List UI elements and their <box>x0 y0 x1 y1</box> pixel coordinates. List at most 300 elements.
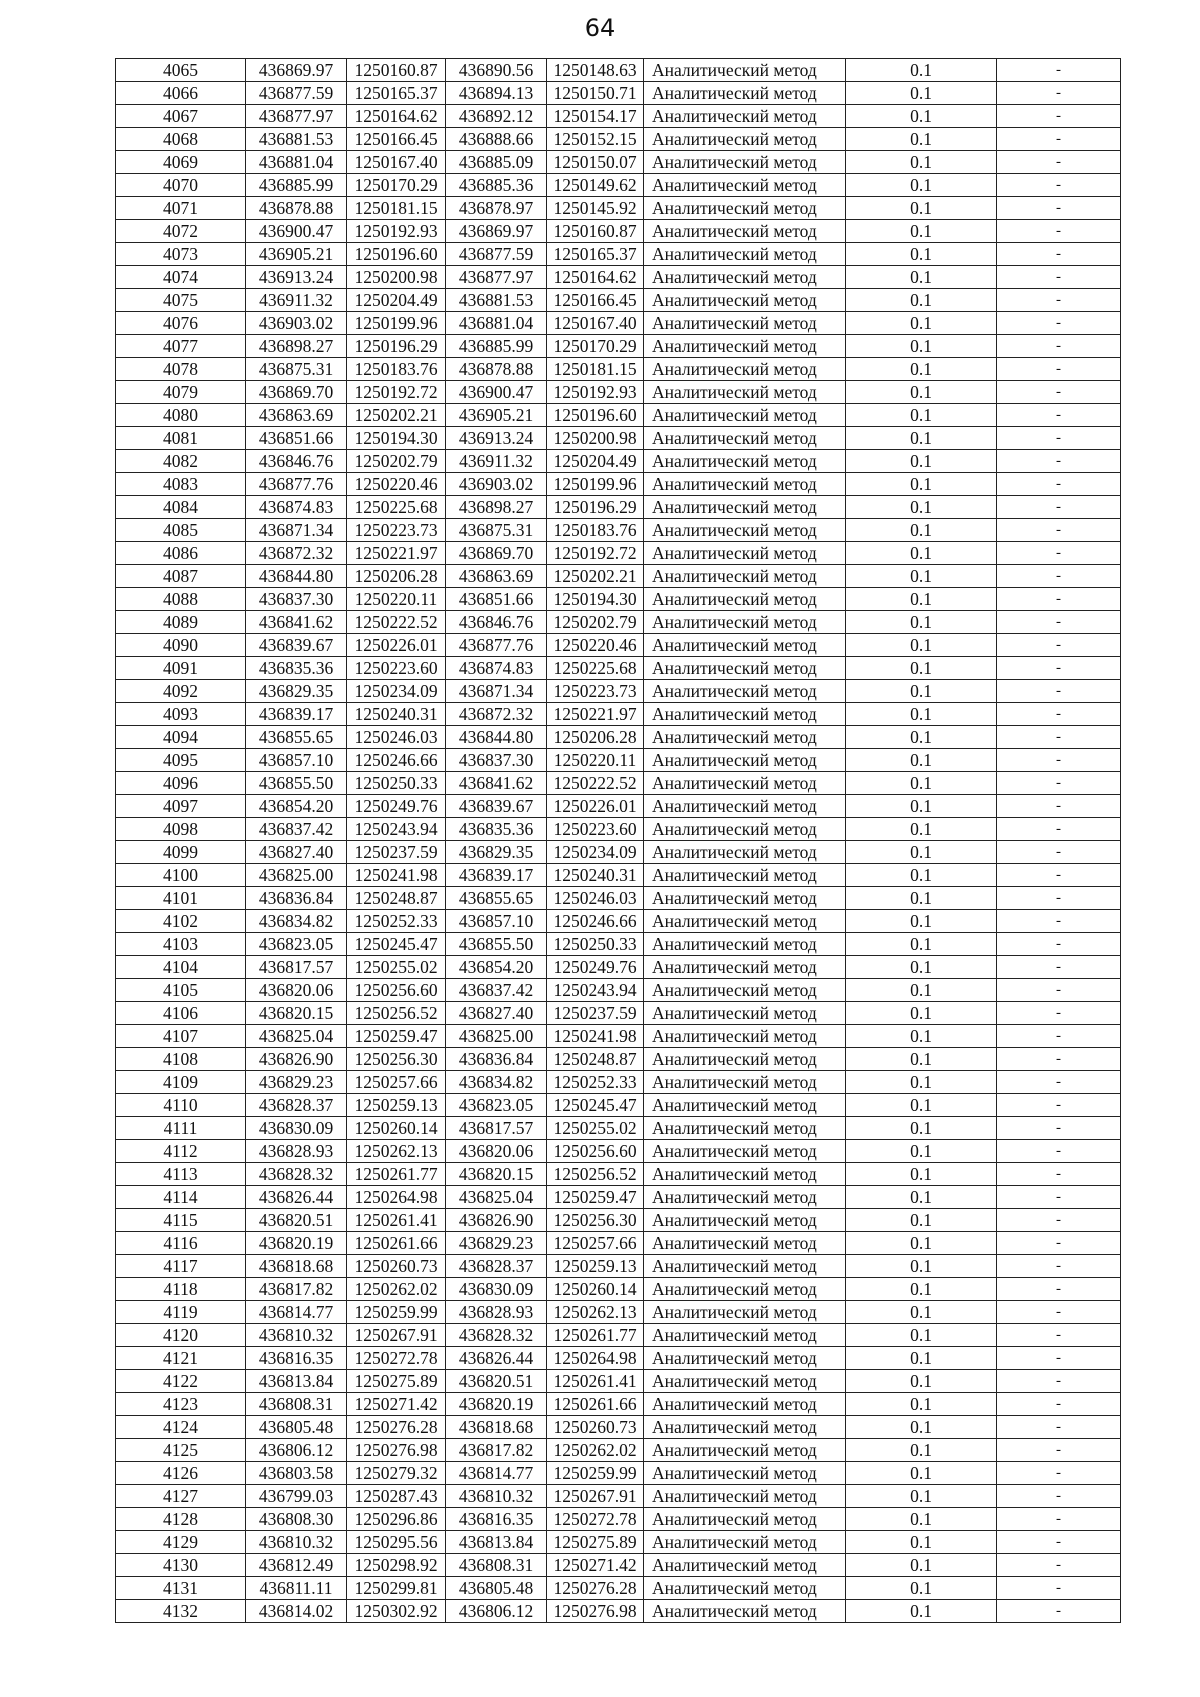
cell-x-new: 436878.88 <box>446 358 547 381</box>
cell-x-old: 436826.44 <box>246 1186 347 1209</box>
cell-y-new: 1250234.09 <box>547 841 644 864</box>
cell-x-new: 436837.30 <box>446 749 547 772</box>
cell-method: Аналитический метод <box>644 680 846 703</box>
cell-y-old: 1250264.98 <box>347 1186 446 1209</box>
cell-accuracy: 0.1 <box>846 1554 997 1577</box>
table-row <box>116 289 1121 312</box>
cell-note: - <box>997 220 1121 243</box>
cell-x-old: 436820.19 <box>246 1232 347 1255</box>
cell-x-old: 436828.93 <box>246 1140 347 1163</box>
cell-x-old: 436817.82 <box>246 1278 347 1301</box>
cell-accuracy: 0.1 <box>846 1209 997 1232</box>
cell-y-new: 1250246.03 <box>547 887 644 910</box>
table-row <box>116 519 1121 542</box>
table-row <box>116 956 1121 979</box>
cell-note: - <box>997 1347 1121 1370</box>
cell-accuracy: 0.1 <box>846 473 997 496</box>
cell-accuracy: 0.1 <box>846 1002 997 1025</box>
cell-note: - <box>997 473 1121 496</box>
cell-accuracy: 0.1 <box>846 220 997 243</box>
cell-y-old: 1250234.09 <box>347 680 446 703</box>
cell-point-number: 4085 <box>116 519 246 542</box>
cell-y-new: 1250246.66 <box>547 910 644 933</box>
cell-point-number: 4111 <box>116 1117 246 1140</box>
cell-x-old: 436806.12 <box>246 1439 347 1462</box>
cell-method: Аналитический метод <box>644 910 846 933</box>
cell-y-new: 1250241.98 <box>547 1025 644 1048</box>
cell-point-number: 4077 <box>116 335 246 358</box>
cell-note: - <box>997 427 1121 450</box>
cell-point-number: 4098 <box>116 818 246 841</box>
cell-note: - <box>997 611 1121 634</box>
table-row <box>116 772 1121 795</box>
cell-x-new: 436827.40 <box>446 1002 547 1025</box>
cell-point-number: 4132 <box>116 1600 246 1623</box>
cell-point-number: 4097 <box>116 795 246 818</box>
cell-x-old: 436812.49 <box>246 1554 347 1577</box>
cell-x-old: 436855.50 <box>246 772 347 795</box>
cell-accuracy: 0.1 <box>846 657 997 680</box>
cell-method: Аналитический метод <box>644 427 846 450</box>
cell-note: - <box>997 174 1121 197</box>
cell-accuracy: 0.1 <box>846 1071 997 1094</box>
cell-x-old: 436851.66 <box>246 427 347 450</box>
table-row <box>116 1600 1121 1623</box>
cell-y-new: 1250192.72 <box>547 542 644 565</box>
cell-note: - <box>997 1002 1121 1025</box>
cell-accuracy: 0.1 <box>846 726 997 749</box>
cell-x-old: 436874.83 <box>246 496 347 519</box>
cell-y-old: 1250202.79 <box>347 450 446 473</box>
cell-y-new: 1250165.37 <box>547 243 644 266</box>
cell-y-new: 1250220.11 <box>547 749 644 772</box>
cell-x-old: 436814.02 <box>246 1600 347 1623</box>
cell-note: - <box>997 1531 1121 1554</box>
cell-accuracy: 0.1 <box>846 1416 997 1439</box>
cell-point-number: 4065 <box>116 59 246 82</box>
cell-method: Аналитический метод <box>644 956 846 979</box>
cell-y-old: 1250262.13 <box>347 1140 446 1163</box>
cell-accuracy: 0.1 <box>846 1439 997 1462</box>
cell-accuracy: 0.1 <box>846 496 997 519</box>
table-row <box>116 197 1121 220</box>
cell-accuracy: 0.1 <box>846 243 997 266</box>
cell-note: - <box>997 956 1121 979</box>
cell-point-number: 4090 <box>116 634 246 657</box>
cell-accuracy: 0.1 <box>846 887 997 910</box>
cell-y-old: 1250298.92 <box>347 1554 446 1577</box>
cell-y-old: 1250260.73 <box>347 1255 446 1278</box>
cell-x-old: 436830.09 <box>246 1117 347 1140</box>
cell-y-new: 1250264.98 <box>547 1347 644 1370</box>
cell-note: - <box>997 1255 1121 1278</box>
cell-point-number: 4068 <box>116 128 246 151</box>
cell-x-new: 436829.23 <box>446 1232 547 1255</box>
cell-method: Аналитический метод <box>644 726 846 749</box>
cell-x-new: 436898.27 <box>446 496 547 519</box>
cell-y-old: 1250237.59 <box>347 841 446 864</box>
cell-point-number: 4076 <box>116 312 246 335</box>
cell-y-new: 1250276.28 <box>547 1577 644 1600</box>
cell-y-old: 1250276.28 <box>347 1416 446 1439</box>
cell-x-old: 436878.88 <box>246 197 347 220</box>
cell-y-old: 1250261.77 <box>347 1163 446 1186</box>
cell-y-old: 1250226.01 <box>347 634 446 657</box>
cell-method: Аналитический метод <box>644 1002 846 1025</box>
cell-y-new: 1250252.33 <box>547 1071 644 1094</box>
cell-note: - <box>997 1117 1121 1140</box>
cell-y-new: 1250148.63 <box>547 59 644 82</box>
cell-accuracy: 0.1 <box>846 151 997 174</box>
cell-accuracy: 0.1 <box>846 519 997 542</box>
table-row <box>116 1002 1121 1025</box>
cell-y-old: 1250256.60 <box>347 979 446 1002</box>
cell-method: Аналитический метод <box>644 289 846 312</box>
cell-x-new: 436820.19 <box>446 1393 547 1416</box>
table-row <box>116 1117 1121 1140</box>
cell-note: - <box>997 243 1121 266</box>
cell-point-number: 4121 <box>116 1347 246 1370</box>
cell-x-new: 436814.77 <box>446 1462 547 1485</box>
cell-y-new: 1250262.02 <box>547 1439 644 1462</box>
cell-y-new: 1250222.52 <box>547 772 644 795</box>
cell-x-new: 436813.84 <box>446 1531 547 1554</box>
cell-note: - <box>997 749 1121 772</box>
cell-x-old: 436820.51 <box>246 1209 347 1232</box>
cell-method: Аналитический метод <box>644 657 846 680</box>
cell-y-new: 1250192.93 <box>547 381 644 404</box>
cell-note: - <box>997 1416 1121 1439</box>
cell-accuracy: 0.1 <box>846 1370 997 1393</box>
table-row <box>116 220 1121 243</box>
cell-note: - <box>997 381 1121 404</box>
cell-note: - <box>997 864 1121 887</box>
cell-x-new: 436911.32 <box>446 450 547 473</box>
cell-point-number: 4110 <box>116 1094 246 1117</box>
cell-y-new: 1250149.62 <box>547 174 644 197</box>
table-row <box>116 1416 1121 1439</box>
cell-method: Аналитический метод <box>644 358 846 381</box>
cell-y-new: 1250221.97 <box>547 703 644 726</box>
cell-point-number: 4078 <box>116 358 246 381</box>
cell-accuracy: 0.1 <box>846 404 997 427</box>
cell-x-new: 436828.32 <box>446 1324 547 1347</box>
cell-x-new: 436834.82 <box>446 1071 547 1094</box>
cell-y-old: 1250164.62 <box>347 105 446 128</box>
cell-point-number: 4070 <box>116 174 246 197</box>
cell-x-new: 436839.17 <box>446 864 547 887</box>
cell-y-old: 1250272.78 <box>347 1347 446 1370</box>
cell-x-new: 436826.44 <box>446 1347 547 1370</box>
cell-x-old: 436817.57 <box>246 956 347 979</box>
cell-accuracy: 0.1 <box>846 266 997 289</box>
cell-point-number: 4106 <box>116 1002 246 1025</box>
cell-x-old: 436885.99 <box>246 174 347 197</box>
cell-note: - <box>997 588 1121 611</box>
cell-y-old: 1250256.30 <box>347 1048 446 1071</box>
cell-method: Аналитический метод <box>644 1416 846 1439</box>
cell-x-new: 436825.04 <box>446 1186 547 1209</box>
cell-y-new: 1250181.15 <box>547 358 644 381</box>
cell-method: Аналитический метод <box>644 473 846 496</box>
cell-x-new: 436846.76 <box>446 611 547 634</box>
cell-accuracy: 0.1 <box>846 1577 997 1600</box>
cell-x-old: 436844.80 <box>246 565 347 588</box>
cell-x-new: 436877.59 <box>446 243 547 266</box>
cell-y-new: 1250237.59 <box>547 1002 644 1025</box>
cell-point-number: 4112 <box>116 1140 246 1163</box>
cell-x-old: 436836.84 <box>246 887 347 910</box>
cell-note: - <box>997 1462 1121 1485</box>
cell-y-old: 1250160.87 <box>347 59 446 82</box>
cell-x-old: 436808.31 <box>246 1393 347 1416</box>
cell-method: Аналитический метод <box>644 1186 846 1209</box>
cell-x-new: 436913.24 <box>446 427 547 450</box>
cell-note: - <box>997 979 1121 1002</box>
table-row <box>116 841 1121 864</box>
cell-y-old: 1250296.86 <box>347 1508 446 1531</box>
cell-y-old: 1250220.11 <box>347 588 446 611</box>
cell-x-new: 436892.12 <box>446 105 547 128</box>
cell-method: Аналитический метод <box>644 1071 846 1094</box>
cell-x-old: 436872.32 <box>246 542 347 565</box>
cell-accuracy: 0.1 <box>846 841 997 864</box>
cell-point-number: 4125 <box>116 1439 246 1462</box>
cell-x-new: 436841.62 <box>446 772 547 795</box>
cell-x-old: 436810.32 <box>246 1531 347 1554</box>
cell-note: - <box>997 1163 1121 1186</box>
cell-x-old: 436803.58 <box>246 1462 347 1485</box>
cell-point-number: 4128 <box>116 1508 246 1531</box>
cell-method: Аналитический метод <box>644 243 846 266</box>
cell-method: Аналитический метод <box>644 565 846 588</box>
cell-note: - <box>997 887 1121 910</box>
cell-y-new: 1250245.47 <box>547 1094 644 1117</box>
cell-y-new: 1250261.41 <box>547 1370 644 1393</box>
cell-y-old: 1250240.31 <box>347 703 446 726</box>
cell-y-new: 1250256.30 <box>547 1209 644 1232</box>
cell-y-new: 1250204.49 <box>547 450 644 473</box>
cell-accuracy: 0.1 <box>846 1531 997 1554</box>
cell-method: Аналитический метод <box>644 105 846 128</box>
cell-x-old: 436846.76 <box>246 450 347 473</box>
cell-y-new: 1250200.98 <box>547 427 644 450</box>
cell-method: Аналитический метод <box>644 1232 846 1255</box>
cell-method: Аналитический метод <box>644 634 846 657</box>
table-row <box>116 358 1121 381</box>
cell-accuracy: 0.1 <box>846 588 997 611</box>
table-row <box>116 335 1121 358</box>
cell-y-new: 1250194.30 <box>547 588 644 611</box>
cell-method: Аналитический метод <box>644 818 846 841</box>
cell-note: - <box>997 289 1121 312</box>
cell-method: Аналитический метод <box>644 1393 846 1416</box>
cell-x-old: 436799.03 <box>246 1485 347 1508</box>
cell-y-old: 1250196.60 <box>347 243 446 266</box>
table-row <box>116 496 1121 519</box>
cell-note: - <box>997 1554 1121 1577</box>
cell-note: - <box>997 1370 1121 1393</box>
cell-accuracy: 0.1 <box>846 335 997 358</box>
table-row <box>116 312 1121 335</box>
cell-method: Аналитический метод <box>644 1140 846 1163</box>
cell-note: - <box>997 1209 1121 1232</box>
cell-point-number: 4066 <box>116 82 246 105</box>
table-row <box>116 864 1121 887</box>
table-row <box>116 105 1121 128</box>
cell-y-new: 1250202.21 <box>547 565 644 588</box>
cell-accuracy: 0.1 <box>846 611 997 634</box>
cell-accuracy: 0.1 <box>846 772 997 795</box>
table-row <box>116 1025 1121 1048</box>
cell-y-new: 1250223.60 <box>547 818 644 841</box>
cell-method: Аналитический метод <box>644 1324 846 1347</box>
cell-point-number: 4113 <box>116 1163 246 1186</box>
cell-y-old: 1250267.91 <box>347 1324 446 1347</box>
cell-note: - <box>997 680 1121 703</box>
cell-y-old: 1250170.29 <box>347 174 446 197</box>
table-row <box>116 243 1121 266</box>
cell-point-number: 4073 <box>116 243 246 266</box>
table-row <box>116 1255 1121 1278</box>
cell-y-new: 1250160.87 <box>547 220 644 243</box>
cell-note: - <box>997 1577 1121 1600</box>
cell-accuracy: 0.1 <box>846 105 997 128</box>
cell-x-new: 436830.09 <box>446 1278 547 1301</box>
cell-point-number: 4116 <box>116 1232 246 1255</box>
cell-x-old: 436816.35 <box>246 1347 347 1370</box>
table-row <box>116 680 1121 703</box>
cell-point-number: 4102 <box>116 910 246 933</box>
cell-x-old: 436905.21 <box>246 243 347 266</box>
table-row <box>116 749 1121 772</box>
table-row <box>116 542 1121 565</box>
table-row <box>116 565 1121 588</box>
cell-y-old: 1250302.92 <box>347 1600 446 1623</box>
cell-x-old: 436814.77 <box>246 1301 347 1324</box>
cell-note: - <box>997 703 1121 726</box>
table-row <box>116 59 1121 82</box>
cell-x-old: 436863.69 <box>246 404 347 427</box>
cell-x-new: 436805.48 <box>446 1577 547 1600</box>
cell-point-number: 4075 <box>116 289 246 312</box>
cell-x-new: 436894.13 <box>446 82 547 105</box>
cell-x-new: 436878.97 <box>446 197 547 220</box>
cell-note: - <box>997 266 1121 289</box>
cell-y-old: 1250276.98 <box>347 1439 446 1462</box>
cell-accuracy: 0.1 <box>846 680 997 703</box>
cell-x-new: 436817.82 <box>446 1439 547 1462</box>
cell-x-new: 436844.80 <box>446 726 547 749</box>
cell-accuracy: 0.1 <box>846 1301 997 1324</box>
cell-note: - <box>997 772 1121 795</box>
cell-method: Аналитический метод <box>644 1163 846 1186</box>
cell-method: Аналитический метод <box>644 1370 846 1393</box>
table-row <box>116 795 1121 818</box>
cell-note: - <box>997 1071 1121 1094</box>
cell-y-old: 1250248.87 <box>347 887 446 910</box>
cell-y-old: 1250223.60 <box>347 657 446 680</box>
cell-y-old: 1250255.02 <box>347 956 446 979</box>
cell-note: - <box>997 1508 1121 1531</box>
cell-x-new: 436903.02 <box>446 473 547 496</box>
cell-y-new: 1250240.31 <box>547 864 644 887</box>
cell-note: - <box>997 1393 1121 1416</box>
cell-point-number: 4074 <box>116 266 246 289</box>
cell-note: - <box>997 565 1121 588</box>
cell-accuracy: 0.1 <box>846 749 997 772</box>
cell-method: Аналитический метод <box>644 749 846 772</box>
cell-y-old: 1250223.73 <box>347 519 446 542</box>
cell-note: - <box>997 634 1121 657</box>
cell-point-number: 4117 <box>116 1255 246 1278</box>
cell-method: Аналитический метод <box>644 1508 846 1531</box>
table-row <box>116 1347 1121 1370</box>
table-row <box>116 887 1121 910</box>
table-row <box>116 1186 1121 1209</box>
cell-x-new: 436877.97 <box>446 266 547 289</box>
cell-y-new: 1250256.60 <box>547 1140 644 1163</box>
cell-y-old: 1250299.81 <box>347 1577 446 1600</box>
cell-method: Аналитический метод <box>644 404 846 427</box>
table-row <box>116 1324 1121 1347</box>
cell-method: Аналитический метод <box>644 1554 846 1577</box>
table-row <box>116 1094 1121 1117</box>
cell-point-number: 4096 <box>116 772 246 795</box>
cell-note: - <box>997 1301 1121 1324</box>
table-row <box>116 1048 1121 1071</box>
cell-x-old: 436900.47 <box>246 220 347 243</box>
cell-note: - <box>997 151 1121 174</box>
cell-point-number: 4071 <box>116 197 246 220</box>
cell-point-number: 4119 <box>116 1301 246 1324</box>
cell-x-new: 436825.00 <box>446 1025 547 1048</box>
cell-point-number: 4124 <box>116 1416 246 1439</box>
cell-x-new: 436837.42 <box>446 979 547 1002</box>
cell-x-new: 436900.47 <box>446 381 547 404</box>
cell-note: - <box>997 450 1121 473</box>
cell-point-number: 4092 <box>116 680 246 703</box>
cell-x-old: 436839.67 <box>246 634 347 657</box>
cell-accuracy: 0.1 <box>846 818 997 841</box>
table-row <box>116 82 1121 105</box>
cell-point-number: 4122 <box>116 1370 246 1393</box>
cell-accuracy: 0.1 <box>846 634 997 657</box>
cell-y-new: 1250250.33 <box>547 933 644 956</box>
cell-x-new: 436885.99 <box>446 335 547 358</box>
cell-accuracy: 0.1 <box>846 542 997 565</box>
cell-x-new: 436869.70 <box>446 542 547 565</box>
cell-y-old: 1250204.49 <box>347 289 446 312</box>
cell-y-old: 1250183.76 <box>347 358 446 381</box>
cell-y-new: 1250166.45 <box>547 289 644 312</box>
cell-accuracy: 0.1 <box>846 979 997 1002</box>
cell-x-old: 436810.32 <box>246 1324 347 1347</box>
cell-point-number: 4093 <box>116 703 246 726</box>
cell-x-old: 436869.70 <box>246 381 347 404</box>
cell-y-new: 1250206.28 <box>547 726 644 749</box>
cell-note: - <box>997 1094 1121 1117</box>
cell-y-new: 1250220.46 <box>547 634 644 657</box>
cell-point-number: 4084 <box>116 496 246 519</box>
cell-x-new: 436885.36 <box>446 174 547 197</box>
cell-method: Аналитический метод <box>644 1209 846 1232</box>
cell-y-old: 1250206.28 <box>347 565 446 588</box>
coordinates-table <box>115 58 1121 1623</box>
cell-point-number: 4130 <box>116 1554 246 1577</box>
table-row <box>116 1301 1121 1324</box>
cell-note: - <box>997 795 1121 818</box>
